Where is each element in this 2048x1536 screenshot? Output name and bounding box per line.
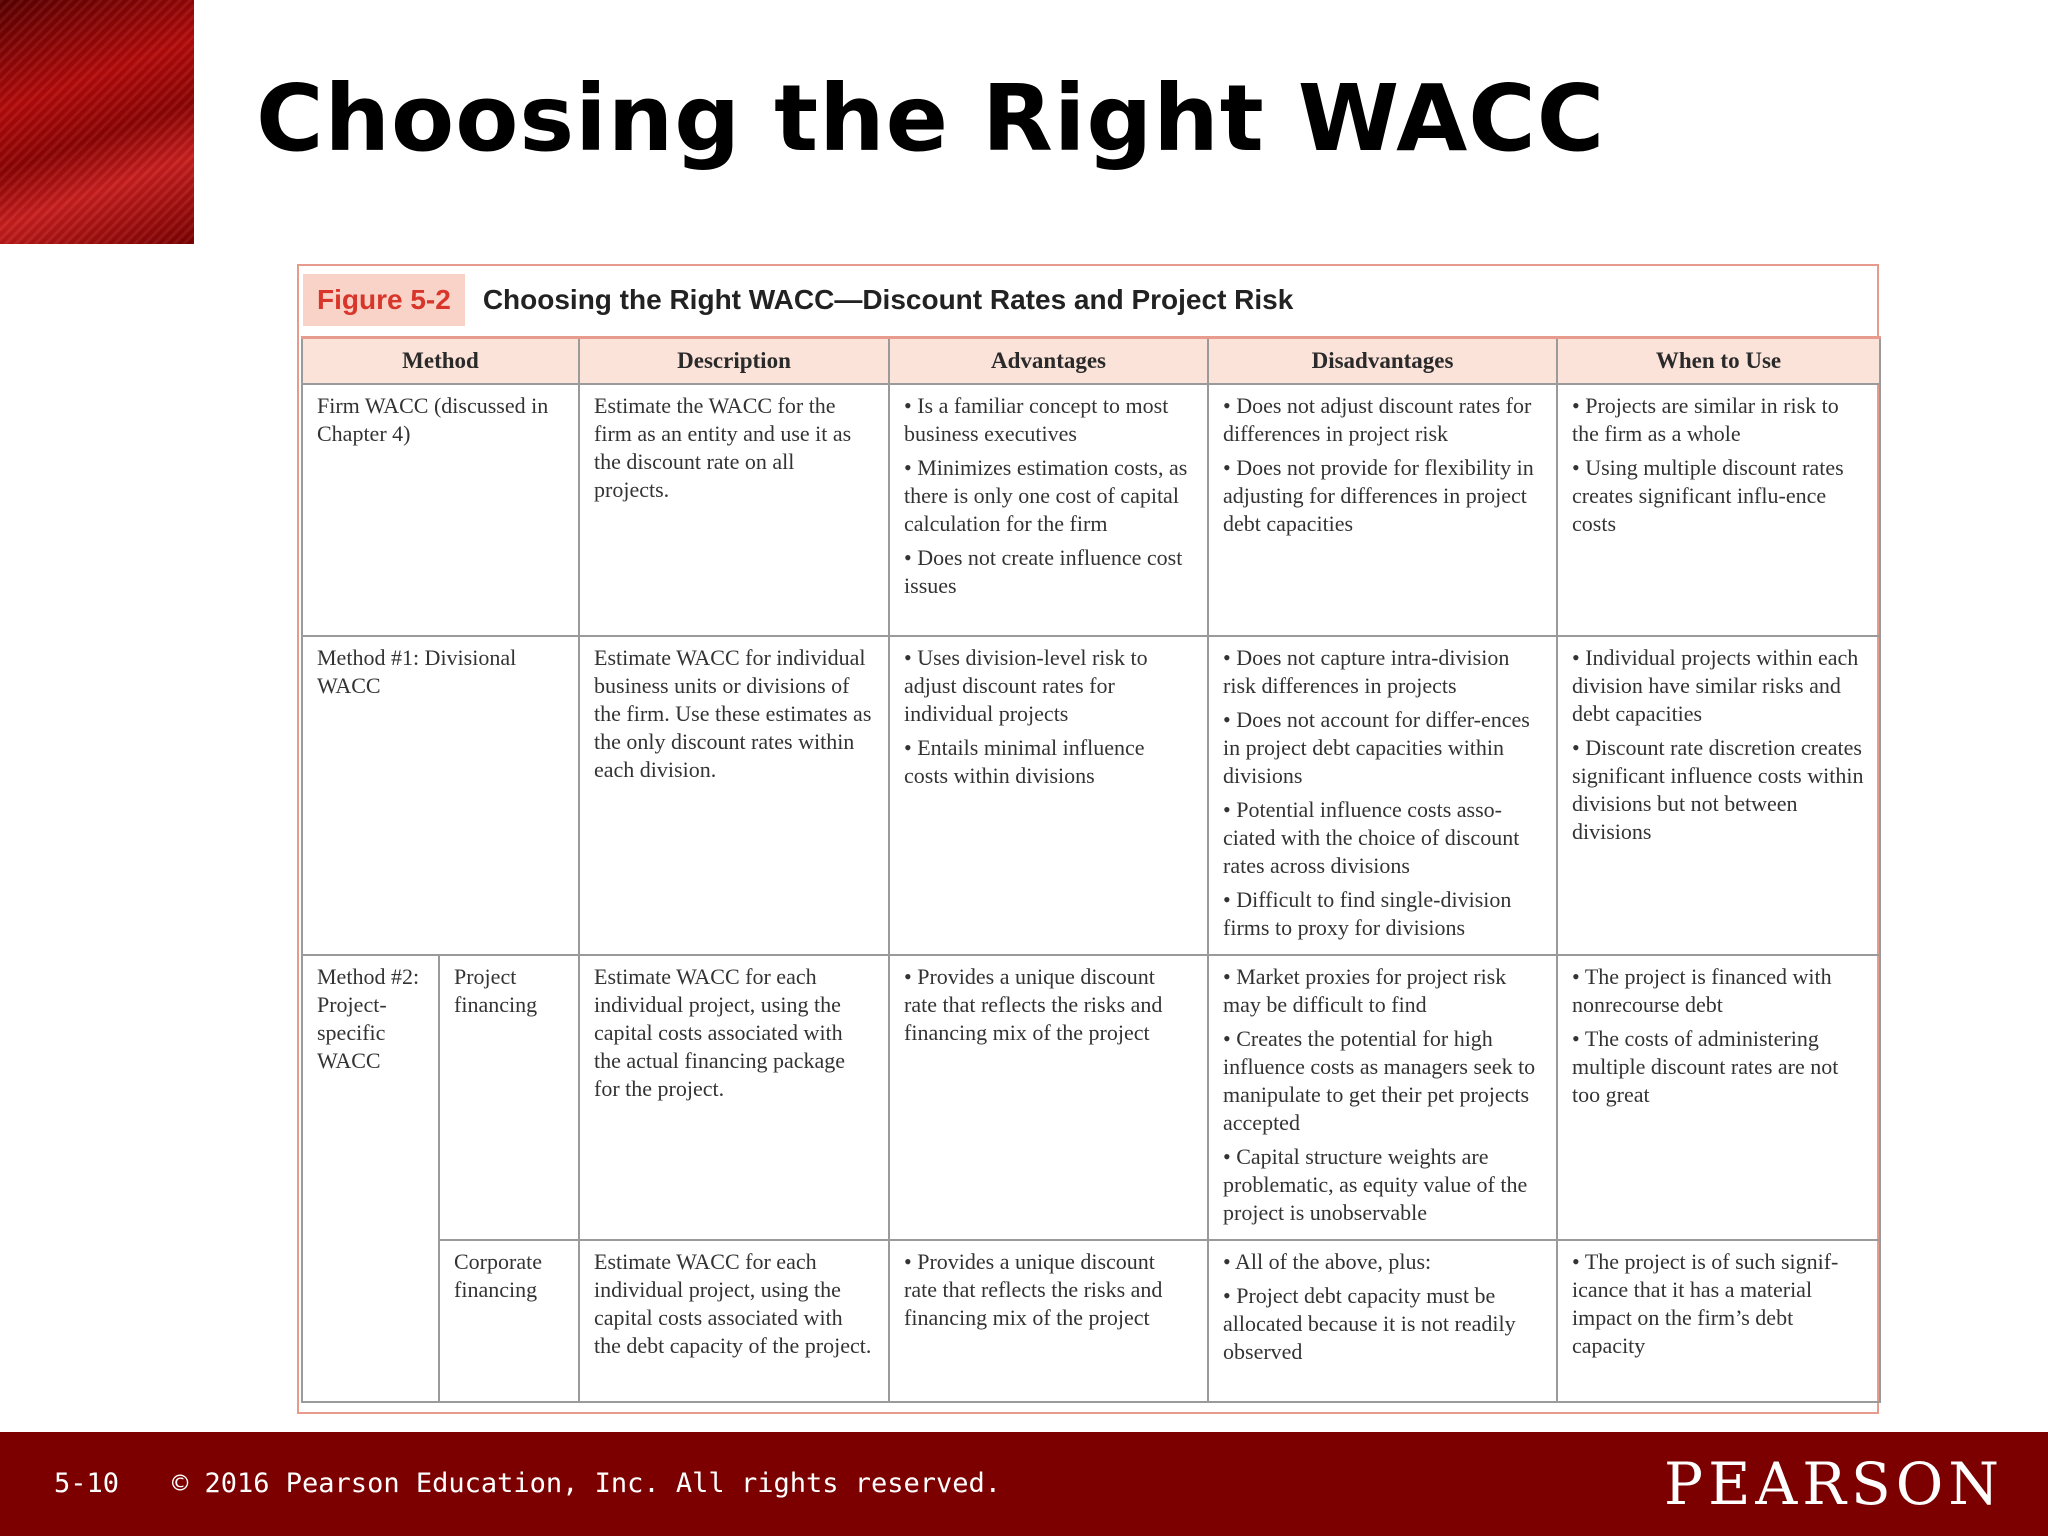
when-to-use-item: • Individual projects within each division have similar risks and debt capacities [1572,644,1865,728]
advantage-item: • Provides a unique discount rate that reflects the risks and financing mix of the project [904,1248,1193,1332]
advantage-item: • Provides a unique discount rate that reflects the risks and financing mix of the project [904,963,1193,1047]
method-cell [302,955,439,1402]
column-header-when-to-use: When to Use [1557,338,1880,385]
figure-caption: Choosing the Right WACC—Discount Rates and Project Risk [482,284,1294,315]
when-to-use-item: • Discount rate discretion creates significant influence costs within divisions but not between divisions [1572,734,1865,846]
slide-title: Choosing the Right WACC [256,65,1606,172]
table-row [302,1240,1880,1402]
description-text: Estimate WACC for each individual project, using the capital costs associated with the debt capacity of the project. [594,1249,872,1358]
advantage-item: • Minimizes estimation costs, as there is only one cost of capital calculation for the firm [904,454,1193,538]
table-header-row [302,338,1880,385]
advantage-item: • Does not create influence cost issues [904,544,1193,600]
when-to-use-cell [1557,384,1880,636]
advantages-cell [889,384,1208,636]
advantages-cell [889,1240,1208,1402]
submethod-cell [439,1240,579,1402]
table-row [302,384,1880,636]
column-header-description: Description [579,338,889,385]
disadvantage-item: • Does not provide for flexibility in adjusting for differences in project debt capacities [1223,454,1542,538]
method-cell [302,384,579,636]
when-to-use-cell [1557,1240,1880,1402]
when-to-use-item: • The project is financed with nonrecourse debt [1572,963,1865,1019]
advantage-item: • Is a familiar concept to most business executives [904,392,1193,448]
method-label: Firm WACC (discussed in Chapter 4) [317,393,549,446]
table-row [302,955,1880,1240]
figure-label: Figure 5-2 [303,274,465,326]
disadvantages-cell [1208,384,1557,636]
when-to-use-cell [1557,955,1880,1240]
disadvantage-item: • Creates the potential for high influence costs as managers seek to manipulate to get their pet projects accepted [1223,1025,1542,1137]
submethod-cell [439,955,579,1240]
when-to-use-item: • Projects are similar in risk to the firm as a whole [1572,392,1865,448]
disadvantage-item: • Does not adjust discount rates for differences in project risk [1223,392,1542,448]
wacc-table [301,336,1881,1403]
when-to-use-item: • The costs of administering multiple discount rates are not too great [1572,1025,1865,1109]
disadvantages-cell [1208,955,1557,1240]
figure-panel [297,264,1879,1414]
disadvantage-item: • Capital structure weights are problematic, as equity value of the project is unobservable [1223,1143,1542,1227]
description-cell [579,1240,889,1402]
when-to-use-item: • The project is of such signif-icance that it has a material impact on the firm’s debt capacity [1572,1248,1865,1360]
disadvantage-item: • Does not account for differ-ences in project debt capacities within divisions [1223,706,1542,790]
submethod-label: Corporate financing [454,1249,542,1302]
description-text: Estimate WACC for individual business units or divisions of the firm. Use these estimates as the only discount rates within each division. [594,645,872,782]
disadvantage-item: • All of the above, plus: [1223,1248,1542,1276]
description-text: Estimate WACC for each individual project, using the capital costs associated with the actual financing package for the project. [594,964,846,1101]
table-row [302,636,1880,955]
disadvantage-item: • Does not capture intra-division risk differences in projects [1223,644,1542,700]
method-label: Method #2: Project- specific WACC [317,964,420,1073]
figure-header [303,274,1293,326]
column-header-method: Method [302,338,579,385]
advantages-cell [889,636,1208,955]
method-cell [302,636,579,955]
advantage-item: • Entails minimal influence costs within divisions [904,734,1193,790]
advantages-cell [889,955,1208,1240]
when-to-use-cell [1557,636,1880,955]
when-to-use-item: • Using multiple discount rates creates significant influ-ence costs [1572,454,1865,538]
slide-number: 5-10 [54,1468,120,1499]
method-label: Method #1: Divisional WACC [317,645,517,698]
disadvantage-item: • Difficult to find single-division firms to proxy for divisions [1223,886,1542,942]
disadvantage-item: • Potential influence costs asso-ciated with the choice of discount rates across divisions [1223,796,1542,880]
advantage-item: • Uses division-level risk to adjust discount rates for individual projects [904,644,1193,728]
corner-decoration [0,0,194,244]
disadvantage-item: • Project debt capacity must be allocated because it is not readily observed [1223,1282,1542,1366]
pearson-logo: PEARSON [1664,1450,2004,1518]
submethod-label: Project financing [454,964,538,1017]
description-cell [579,384,889,636]
disadvantages-cell [1208,636,1557,955]
copyright-notice: © 2016 Pearson Education, Inc. All rights reserved. [172,1468,1002,1499]
disadvantages-cell [1208,1240,1557,1402]
footer-bar [0,1432,2048,1536]
description-text: Estimate the WACC for the firm as an entity and use it as the discount rate on all projects. [594,393,852,502]
column-header-disadvantages: Disadvantages [1208,338,1557,385]
description-cell [579,955,889,1240]
description-cell [579,636,889,955]
disadvantage-item: • Market proxies for project risk may be difficult to find [1223,963,1542,1019]
column-header-advantages: Advantages [889,338,1208,385]
